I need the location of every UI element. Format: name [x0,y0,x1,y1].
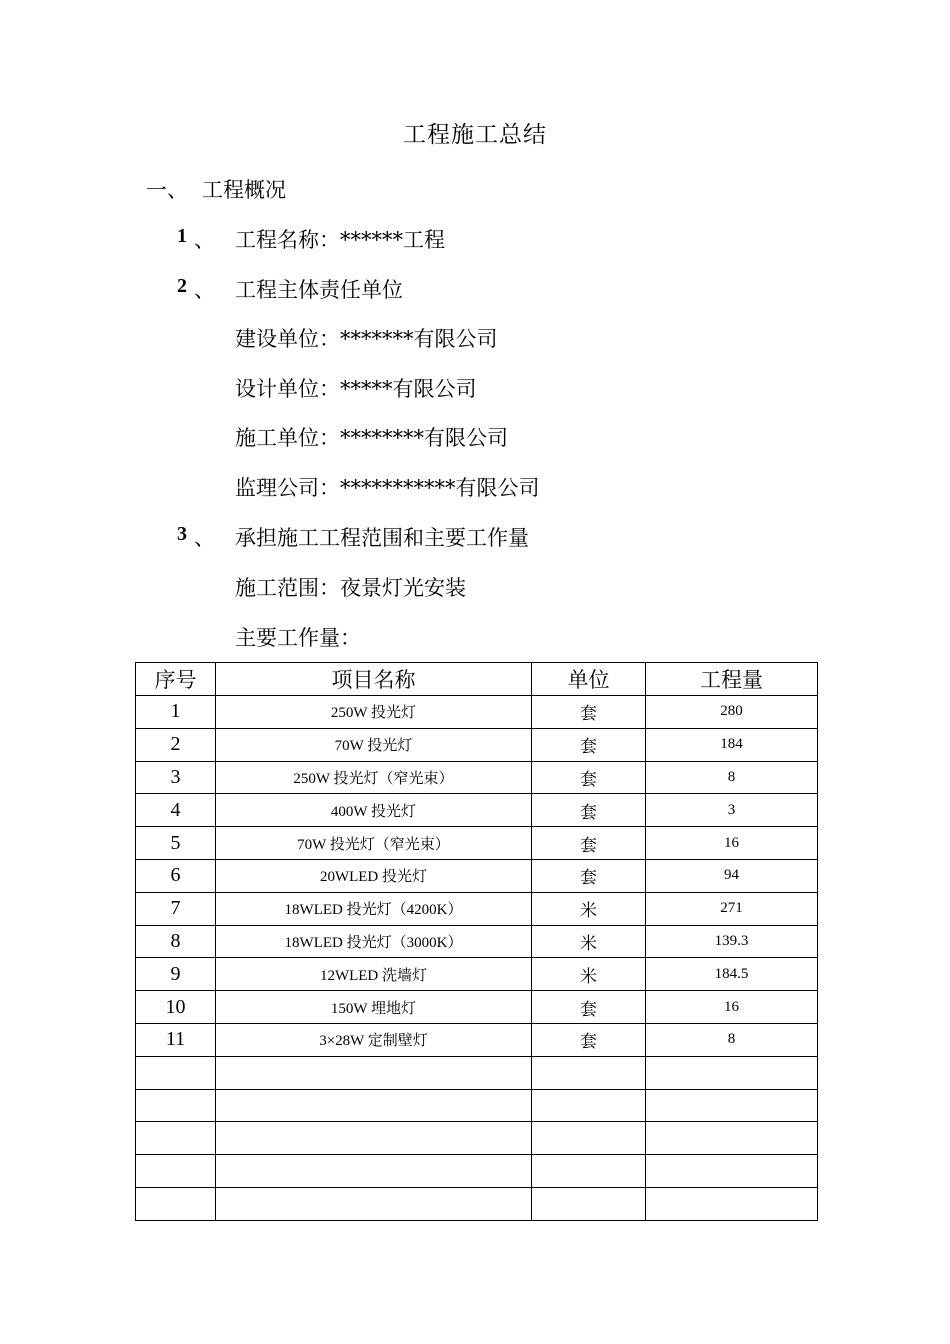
table-row [136,1056,818,1089]
table-row [136,859,818,892]
row-index: 10 [136,991,216,1024]
item-number: 3 [177,523,187,545]
workload-label: 主要工作量： [235,626,361,650]
table-row [136,728,818,761]
row-unit [532,1056,646,1089]
row-unit: 套 [532,696,646,729]
row-unit: 米 [532,925,646,958]
scope-heading: 承担施工工程范围和主要工作量 [235,526,529,550]
row-index: 5 [136,827,216,860]
row-quantity: 184.5 [646,958,818,991]
row-unit: 套 [532,859,646,892]
row-quantity: 16 [646,827,818,860]
table-row [136,991,818,1024]
table-row [136,794,818,827]
row-item-name: 70W 投光灯 [216,728,532,761]
responsible-units-heading: 工程主体责任单位 [235,278,403,302]
row-index: 11 [136,1023,216,1056]
row-item-name [216,1089,532,1122]
row-index: 2 [136,728,216,761]
row-unit: 套 [532,728,646,761]
row-unit: 套 [532,794,646,827]
row-quantity: 184 [646,728,818,761]
row-item-name [216,1122,532,1155]
header-item-name: 项目名称 [216,663,532,696]
row-index: 8 [136,925,216,958]
row-unit: 套 [532,1023,646,1056]
builder-unit: 施工单位：********有限公司 [235,426,508,450]
item-number: 1 [177,225,187,247]
row-index [136,1089,216,1122]
row-unit: 套 [532,827,646,860]
row-index: 6 [136,859,216,892]
table-row [136,761,818,794]
row-unit [532,1089,646,1122]
row-quantity [646,1089,818,1122]
document-title: 工程施工总结 [403,122,547,148]
row-unit: 米 [532,958,646,991]
row-item-name: 150W 埋地灯 [216,991,532,1024]
row-quantity [646,1056,818,1089]
table-row [136,1089,818,1122]
item-separator: 、 [194,228,215,252]
supervision-company: 监理公司：***********有限公司 [235,476,540,500]
row-index [136,1187,216,1220]
construction-scope: 施工范围：夜景灯光安装 [235,576,466,600]
row-quantity: 280 [646,696,818,729]
table-row [136,925,818,958]
row-quantity: 3 [646,794,818,827]
item-separator: 、 [194,526,215,550]
table-row [136,892,818,925]
row-index [136,1056,216,1089]
table-row [136,827,818,860]
item-separator: 、 [194,278,215,302]
row-item-name [216,1155,532,1188]
row-quantity: 16 [646,991,818,1024]
item-number: 2 [177,275,187,297]
row-index [136,1155,216,1188]
row-item-name: 18WLED 投光灯（3000K） [216,925,532,958]
row-item-name: 400W 投光灯 [216,794,532,827]
header-unit: 单位 [532,663,646,696]
row-quantity: 94 [646,859,818,892]
row-unit [532,1187,646,1220]
table-row [136,958,818,991]
row-quantity [646,1155,818,1188]
section-number: 一、 [146,178,188,202]
header-quantity: 工程量 [646,663,818,696]
table-row [136,696,818,729]
row-item-name: 250W 投光灯（窄光束） [216,761,532,794]
row-quantity [646,1187,818,1220]
row-index: 1 [136,696,216,729]
row-quantity: 8 [646,761,818,794]
row-index [136,1122,216,1155]
row-unit: 套 [532,991,646,1024]
construction-unit: 建设单位：*******有限公司 [235,327,498,351]
row-quantity: 139.3 [646,925,818,958]
table-row [136,1187,818,1220]
row-item-name [216,1056,532,1089]
row-index: 9 [136,958,216,991]
row-item-name [216,1187,532,1220]
row-index: 3 [136,761,216,794]
row-item-name: 12WLED 洗墙灯 [216,958,532,991]
row-index: 7 [136,892,216,925]
workload-table [135,662,818,1221]
table-row [136,1023,818,1056]
row-unit: 米 [532,892,646,925]
row-item-name: 70W 投光灯（窄光束） [216,827,532,860]
row-item-name: 3×28W 定制壁灯 [216,1023,532,1056]
row-item-name: 18WLED 投光灯（4200K） [216,892,532,925]
row-unit: 套 [532,761,646,794]
header-index: 序号 [136,663,216,696]
table-row [136,1155,818,1188]
row-unit [532,1155,646,1188]
row-quantity [646,1122,818,1155]
table-header-row [136,663,818,696]
row-quantity: 8 [646,1023,818,1056]
project-name: 工程名称：******工程 [235,228,445,252]
row-index: 4 [136,794,216,827]
section-heading: 工程概况 [202,178,286,202]
row-item-name: 250W 投光灯 [216,696,532,729]
row-quantity: 271 [646,892,818,925]
row-unit [532,1122,646,1155]
design-unit: 设计单位：*****有限公司 [235,377,477,401]
table-row [136,1122,818,1155]
row-item-name: 20WLED 投光灯 [216,859,532,892]
